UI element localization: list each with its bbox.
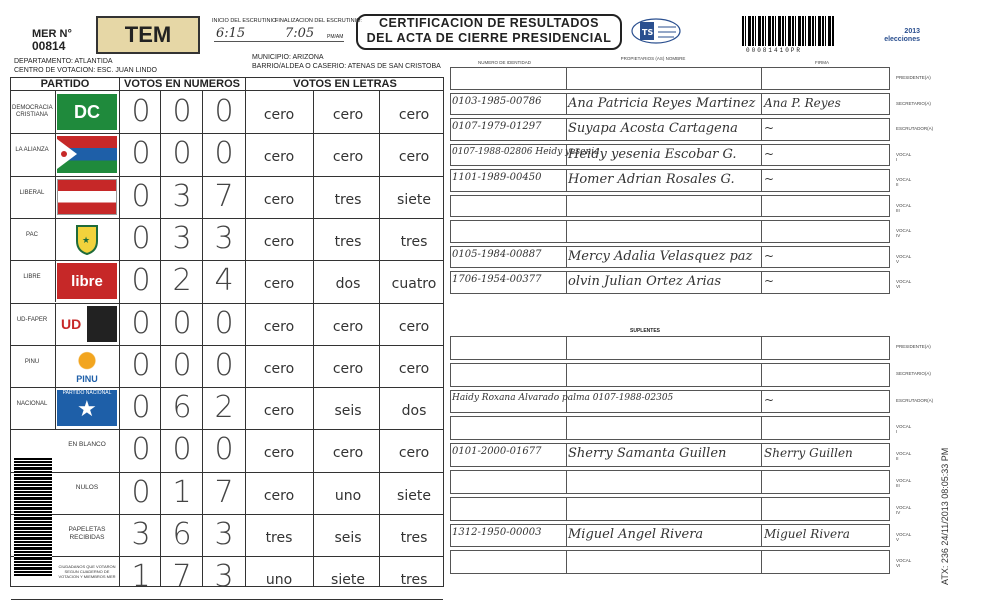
vote-digit: 0	[214, 94, 234, 129]
alianza-logo-icon	[57, 136, 117, 172]
col-divider	[379, 90, 380, 586]
member-id: 0107-1988-02806 Heidy yesenia	[452, 146, 600, 157]
vote-digit: 0	[214, 432, 234, 468]
member-name: Miguel Angel Rivera	[568, 526, 704, 542]
centro-votacion: CENTRO DE VOTACION: ESC. JUAN LINDO	[14, 67, 157, 74]
cell-divider	[761, 551, 762, 573]
member-name: Mercy Adalia Velasquez paz	[568, 248, 753, 264]
col-numero-identidad: NUMERO DE IDENTIDAD	[478, 60, 532, 65]
vote-word: tres	[400, 530, 428, 546]
col-divider	[245, 78, 246, 586]
vote-word: cero	[263, 276, 295, 293]
cell-divider	[761, 272, 762, 293]
party-name: NACIONAL	[16, 401, 48, 408]
logo-divider	[55, 345, 56, 387]
cell-divider	[761, 391, 762, 413]
cell-divider	[761, 94, 762, 115]
vote-word: cero	[332, 318, 364, 335]
cell-divider	[566, 525, 567, 547]
cell-divider	[566, 364, 567, 386]
member-role: PRESIDENTE(A)	[896, 344, 931, 349]
party-name: UD-FAPER	[16, 316, 48, 323]
vote-digit: 3	[214, 517, 234, 552]
vote-digit: 0	[131, 305, 151, 341]
vote-digit: 7	[214, 474, 234, 510]
vote-word: cero	[398, 318, 430, 335]
cell-divider	[761, 337, 762, 359]
member-id: 0107-1979-01297	[452, 121, 542, 132]
cell-divider	[566, 498, 567, 520]
vote-word: cero	[263, 233, 295, 250]
vote-word: tres	[334, 191, 362, 208]
member-row	[450, 220, 890, 243]
vote-digit: 0	[131, 263, 151, 299]
vote-digit: 3	[131, 517, 151, 552]
vote-word: cero	[263, 360, 295, 377]
vote-word: cero	[332, 445, 364, 462]
header-barcode-text: 00081410PR	[746, 47, 803, 54]
suplentes-label: SUPLENTES	[630, 328, 661, 334]
propietarios-table	[450, 67, 934, 297]
member-row	[450, 363, 890, 387]
cell-divider	[566, 94, 567, 115]
logo-divider	[55, 387, 56, 429]
cell-divider	[761, 247, 762, 268]
member-name: Suyapa Acosta Cartagena	[568, 121, 738, 136]
member-row	[450, 336, 890, 360]
vote-digit: 6	[172, 390, 192, 426]
timestamp-stamp: ATX: 236 24/11/2013 08:05:33 PM	[940, 447, 950, 585]
cell-divider	[566, 551, 567, 573]
fin-label: FINALIZACION DEL ESCRUTINIO:	[275, 18, 362, 24]
cell-divider	[566, 272, 567, 293]
total-label: NULOS	[75, 483, 99, 491]
col-firma: FIRMA	[815, 60, 829, 65]
vote-digit: 0	[172, 347, 192, 383]
vote-word: cero	[398, 107, 430, 123]
barrio: BARRIO/ALDEA O CASERIO: ATENAS DE SAN CRISTOBA	[252, 63, 441, 70]
member-signature: Ana P. Reyes	[764, 95, 841, 110]
vote-digit: 0	[131, 432, 151, 468]
vote-word: siete	[331, 572, 365, 589]
member-role: SECRETARIO(A)	[896, 100, 931, 106]
member-signature: ~	[764, 172, 775, 186]
member-row	[450, 416, 890, 440]
vote-word: cero	[398, 445, 430, 462]
vote-digit: 1	[172, 474, 192, 510]
member-role: PRESIDENTE(A)	[896, 75, 931, 80]
vote-word: cero	[263, 318, 295, 335]
vote-word: cero	[263, 107, 295, 123]
member-row	[450, 497, 890, 521]
vote-digit: 0	[214, 305, 234, 341]
col-divider	[160, 90, 161, 586]
party-name: LIBERAL	[19, 189, 45, 196]
party-logo-text: DC	[74, 101, 100, 122]
star-icon: ★	[77, 396, 97, 422]
vote-word: tres	[400, 233, 428, 250]
member-role: VOCAL II	[896, 451, 912, 462]
total-label: CIUDADANOS QUE VOTARON SEGUN CUADERNO DE VOTACION Y MIEMBROS MER	[58, 564, 116, 580]
svg-text:TSE: TSE	[642, 28, 659, 37]
vote-digit: 0	[214, 136, 234, 172]
cell-divider	[761, 364, 762, 386]
vote-digit: 0	[131, 474, 151, 510]
logo-divider	[55, 176, 56, 218]
member-signature: ~	[764, 121, 775, 135]
cell-divider	[761, 221, 762, 242]
vote-digit: 0	[172, 136, 192, 172]
certificacion-title	[356, 14, 622, 50]
fin-time: 7:05	[285, 26, 315, 41]
member-role: VOCAL VI	[896, 279, 912, 289]
elecciones-logo-icon: 2013 elecciones	[884, 28, 920, 43]
vote-digit: 0	[172, 94, 192, 129]
member-id: Haidy Roxana Alvarado palma 0107-1988-02305	[452, 392, 674, 403]
dc-logo-icon	[57, 94, 117, 130]
member-signature: ~	[764, 248, 775, 263]
member-name: Sherry Samanta Guillen	[568, 446, 727, 462]
vote-word: tres	[400, 572, 428, 589]
member-id: 1706-1954-00377	[452, 274, 542, 285]
cell-divider	[761, 170, 762, 191]
member-role: ESCRUTADOR(A)	[896, 126, 934, 131]
member-role: ESCRUTADOR(A)	[896, 397, 934, 403]
cell-divider	[566, 170, 567, 191]
member-name: Homer Adrian Rosales G.	[568, 172, 735, 187]
vote-digit: 3	[214, 559, 234, 595]
vote-word: cero	[263, 487, 295, 504]
liberal-logo-icon	[57, 179, 117, 215]
vote-word: cero	[263, 191, 295, 208]
member-signature: ~	[764, 146, 775, 161]
cell-divider	[566, 196, 567, 217]
party-name: PAC	[26, 231, 38, 238]
tse-logo-icon	[630, 16, 682, 46]
vote-word: dos	[335, 276, 361, 293]
col-partido: PARTIDO	[40, 78, 90, 90]
vote-digit: 0	[131, 136, 151, 172]
vote-word: cero	[332, 149, 364, 166]
votes-table	[10, 77, 444, 595]
logo-divider	[55, 133, 56, 175]
cell-divider	[566, 444, 567, 466]
cell-divider	[566, 221, 567, 242]
total-label: EN BLANCO	[68, 441, 106, 449]
pinu-logo-icon	[57, 348, 117, 384]
party-name: LA ALIANZA	[15, 147, 49, 154]
vote-digit: 4	[214, 263, 234, 299]
member-signature: ~	[764, 274, 775, 288]
party-logo-text: libre	[71, 272, 103, 290]
suplentes-table	[450, 336, 934, 578]
vote-word: cero	[398, 360, 430, 377]
cell-divider	[566, 119, 567, 140]
vote-digit: 0	[131, 220, 151, 256]
departamento: DEPARTAMENTO: ATLANTIDA	[14, 58, 113, 65]
tem-box	[96, 16, 200, 54]
total-label: PAPELETAS RECIBIDAS	[68, 526, 106, 541]
vote-digit: 0	[214, 347, 234, 383]
vote-digit: 7	[214, 178, 234, 214]
logo-divider	[55, 218, 56, 260]
member-role: VOCAL II	[896, 177, 912, 187]
vote-digit: 3	[172, 220, 192, 256]
mer-label: MER N°	[32, 28, 72, 40]
cell-divider	[761, 68, 762, 89]
col-letras: VOTOS EN LETRAS	[293, 78, 397, 90]
cell-divider	[761, 498, 762, 520]
pac-logo-icon	[57, 221, 117, 257]
pm-label: PM/AM	[327, 34, 344, 40]
cell-divider	[566, 471, 567, 493]
member-row	[450, 550, 890, 574]
logo-divider	[55, 303, 56, 345]
left-barcode	[14, 458, 52, 576]
vote-digit: 6	[172, 517, 192, 552]
cell-divider	[761, 444, 762, 466]
cell-divider	[566, 417, 567, 439]
col-divider	[119, 78, 120, 586]
tem-text: TEM	[124, 22, 172, 47]
vote-word: cero	[263, 403, 295, 420]
party-name: DEMOCRACIA CRISTIANA	[12, 105, 53, 118]
member-role: VOCAL I	[896, 424, 912, 435]
member-row	[450, 67, 890, 90]
vote-digit: 0	[131, 390, 151, 426]
vote-word: tres	[334, 233, 362, 250]
vote-word: uno	[265, 572, 293, 589]
party-logo-text: PARTIDO NACIONAL	[62, 390, 112, 397]
member-name: olvin Julian Ortez Arias	[568, 274, 722, 289]
vote-digit: 0	[131, 94, 151, 129]
inicio-time: 6:15	[216, 26, 246, 41]
member-name: Ana Patricia Reyes Martinez	[568, 95, 756, 111]
vote-digit: 2	[172, 263, 192, 299]
cell-divider	[566, 68, 567, 89]
vote-digit: 1	[131, 559, 151, 595]
member-role: VOCAL V	[896, 253, 912, 264]
row-divider	[11, 599, 443, 600]
member-id: 1101-1989-00450	[452, 172, 542, 183]
vote-digit: 0	[131, 347, 151, 383]
party-name: PINU	[24, 358, 40, 365]
municipio: MUNICIPIO: ARIZONA	[252, 54, 324, 61]
member-role: VOCAL I	[896, 151, 912, 162]
cell-divider	[761, 196, 762, 217]
member-role: SECRETARIO(A)	[896, 370, 931, 376]
inicio-label: INICIO DEL ESCRUTINIO:	[212, 18, 278, 24]
header-divider	[11, 90, 443, 91]
cell-divider	[761, 119, 762, 140]
vote-digit: 7	[172, 559, 192, 595]
vote-word: dos	[401, 403, 427, 420]
cert-line2: DEL ACTA DE CIERRE PRESIDENCIAL	[366, 31, 612, 45]
logo-divider	[55, 260, 56, 302]
member-role: VOCAL IV	[896, 228, 912, 238]
vote-word: cero	[398, 149, 430, 166]
col-numeros: VOTOS EN NUMEROS	[124, 78, 240, 90]
vote-digit: 0	[172, 432, 192, 468]
cell-divider	[761, 471, 762, 493]
vote-word: tres	[265, 530, 293, 546]
member-role: VOCAL III	[896, 478, 912, 488]
cell-divider	[761, 145, 762, 166]
member-id: 0101-2000-01677	[452, 446, 542, 458]
vote-word: cero	[332, 107, 364, 123]
member-id: 0105-1984-00887	[452, 248, 542, 260]
party-logo-text: PINU	[76, 374, 98, 385]
member-role: VOCAL VI	[896, 558, 912, 569]
nacional-logo-icon	[57, 390, 117, 426]
vote-word: seis	[334, 403, 362, 420]
member-row	[450, 470, 890, 494]
member-name: Heidy yesenia Escobar G.	[568, 146, 737, 162]
vote-word: cuatro	[391, 276, 437, 293]
party-name: LIBRE	[23, 274, 41, 281]
member-signature: Miguel Rivera	[764, 526, 850, 541]
member-role: VOCAL IV	[896, 504, 912, 515]
col-divider	[202, 90, 203, 586]
col-nombre: PROPIETARIOS (AS) NOMBRE	[620, 56, 686, 61]
member-role: VOCAL V	[896, 531, 912, 542]
vote-digit: 0	[131, 178, 151, 214]
member-id: 0103-1985-00786	[452, 95, 542, 107]
vote-word: cero	[332, 360, 364, 377]
vote-digit: 3	[172, 178, 192, 214]
logo-divider	[55, 91, 56, 133]
cell-divider	[761, 525, 762, 547]
cell-divider	[566, 337, 567, 359]
time-underline	[214, 41, 344, 42]
vote-word: uno	[334, 487, 362, 504]
libre-logo-icon	[57, 263, 117, 299]
cell-divider	[566, 247, 567, 268]
vote-word: siete	[397, 487, 431, 504]
col-divider	[313, 90, 314, 586]
header-barcode	[742, 16, 834, 46]
vote-word: seis	[334, 530, 362, 546]
vote-digit: 3	[214, 220, 234, 256]
vote-digit: 0	[172, 305, 192, 341]
cert-line1: CERTIFICACION DE RESULTADOS	[379, 16, 599, 30]
svg-text:★: ★	[82, 236, 91, 247]
vote-word: cero	[263, 149, 295, 166]
member-signature: ~	[764, 392, 775, 407]
vote-word: cero	[263, 445, 295, 462]
member-id: 1312-1950-00003	[452, 526, 542, 538]
party-logo-text: UD	[61, 315, 82, 332]
mer-number: 00814	[32, 39, 66, 53]
cell-divider	[761, 417, 762, 439]
member-role: VOCAL III	[896, 202, 912, 213]
vote-word: siete	[397, 191, 431, 208]
ud-logo-icon	[57, 306, 117, 342]
member-row	[450, 195, 890, 218]
member-signature: Sherry Guillen	[764, 446, 853, 461]
vote-digit: 2	[214, 390, 234, 426]
